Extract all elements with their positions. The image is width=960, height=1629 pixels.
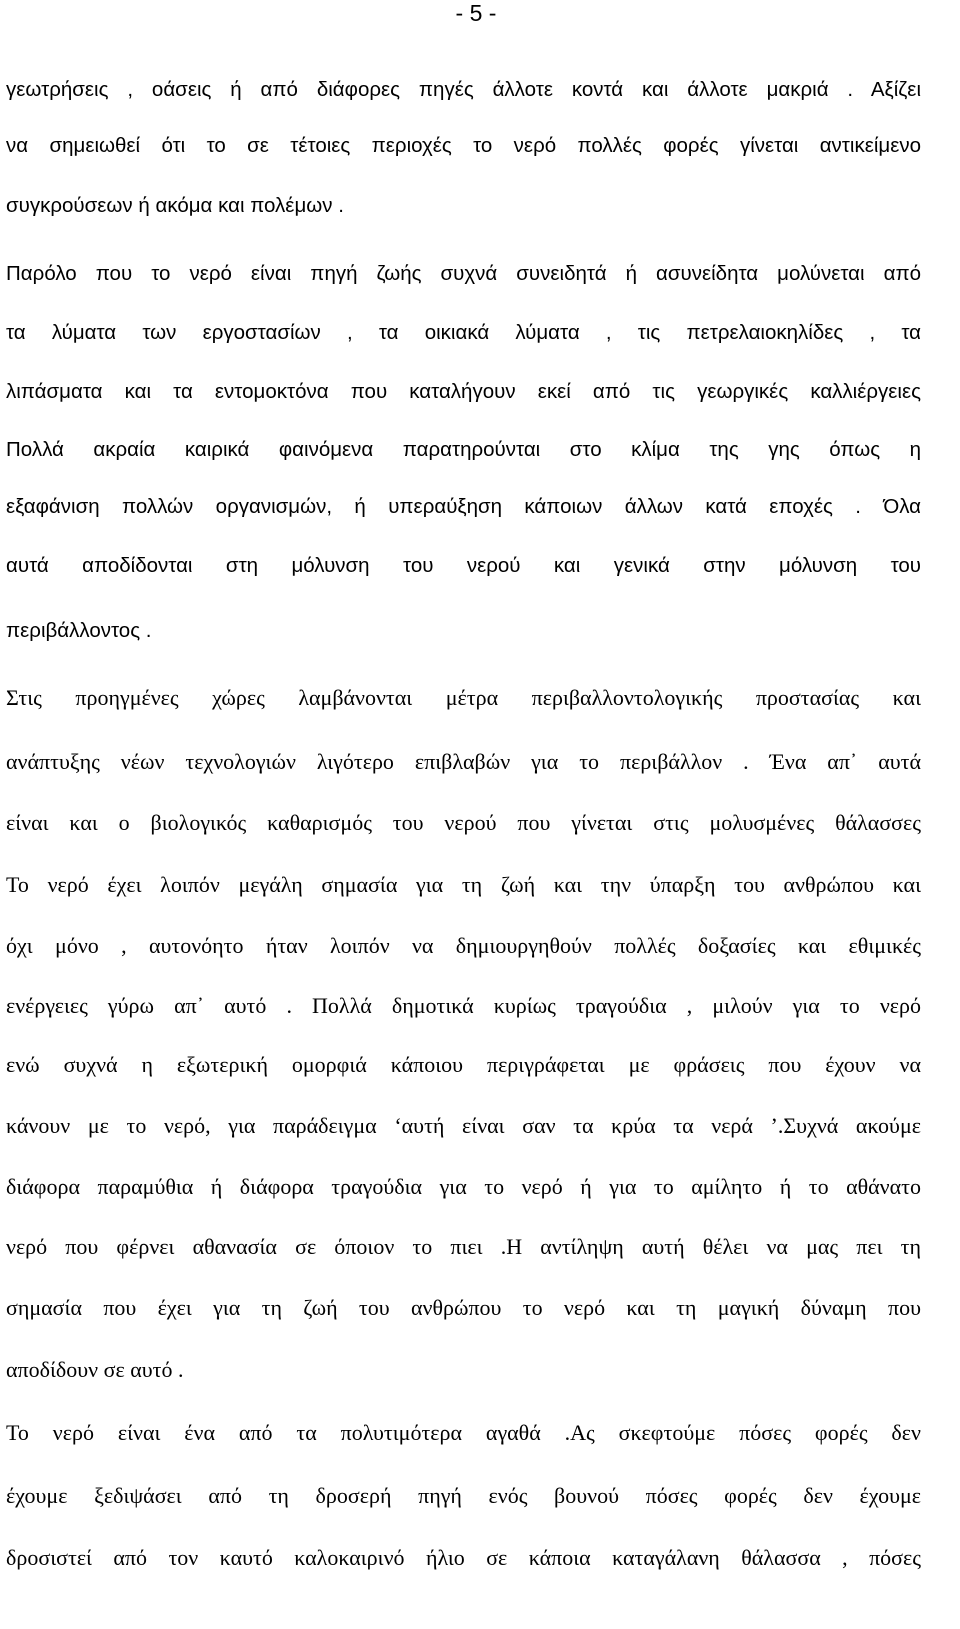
text-line: περιβάλλοντος . (6, 619, 152, 642)
text-line: Το νερό είναι ένα από τα πολυτιμότερα αγαθά .Ας σκεφτούμε πόσες φορές δεν (6, 1420, 921, 1445)
text-line: ανάπτυξης νέων τεχνολογιών λιγότερο επιβλαβών για το περιβάλλον . Ένα απ᾽ αυτά (6, 749, 921, 774)
page-number: - 5 - (455, 0, 497, 26)
text-line: νερό που φέρνει αθανασία σε όποιον το πιει .Η αντίληψη αυτή θέλει να μας πει τη (6, 1234, 921, 1259)
text-line: Πολλά ακραία καιρικά φαινόμενα παρατηρούνται στο κλίμα της γης όπως η (6, 438, 921, 461)
text-line: αυτά αποδίδονται στη μόλυνση του νερού και γενικά στην μόλυνση του (6, 554, 921, 577)
text-line: συγκρούσεων ή ακόμα και πολέμων . (6, 194, 344, 217)
text-line: Το νερό έχει λοιπόν μεγάλη σημασία για τη ζωή και την ύπαρξη του ανθρώπου και (6, 872, 921, 897)
text-line: γεωτρήσεις , οάσεις ή από διάφορες πηγές άλλοτε κοντά και άλλοτε μακριά . Αξίζει (6, 78, 921, 101)
text-line: αποδίδουν σε αυτό . (6, 1357, 184, 1382)
text-line: κάνουν με το νερό, για παράδειγμα ‘αυτή είναι σαν τα κρύα τα νερά ’.Συχνά ακούμε (6, 1113, 921, 1138)
text-line: ενώ συχνά η εξωτερική ομορφιά κάποιου περιγράφεται με φράσεις που έχουν να (6, 1052, 921, 1077)
text-line: διάφορα παραμύθια ή διάφορα τραγούδια για το νερό ή για το αμίλητο ή το αθάνατο (6, 1174, 921, 1199)
text-line: να σημειωθεί ότι το σε τέτοιες περιοχές το νερό πολλές φορές γίνεται αντικείμενο (6, 134, 921, 157)
text-line: έχουμε ξεδιψάσει από τη δροσερή πηγή ενός βουνού πόσες φορές δεν έχουμε (6, 1483, 921, 1508)
text-line: λιπάσματα και τα εντομοκτόνα που καταλήγουν εκεί από τις γεωργικές καλλιέργειες (6, 380, 921, 403)
text-line: τα λύματα των εργοστασίων , τα οικιακά λύματα , τις πετρελαιοκηλίδες , τα (6, 321, 921, 344)
text-line: Παρόλο που το νερό είναι πηγή ζωής συχνά συνειδητά ή ασυνείδητα μολύνεται από (6, 262, 921, 285)
text-line: είναι και ο βιολογικός καθαρισμός του νερού που γίνεται στις μολυσμένες θάλασσες (6, 810, 921, 835)
text-line: δροσιστεί από τον καυτό καλοκαιρινό ήλιο σε κάποια καταγάλανη θάλασσα , πόσες (6, 1545, 921, 1570)
text-line: ενέργειες γύρω απ᾽ αυτό . Πολλά δημοτικά κυρίως τραγούδια , μιλούν για το νερό (6, 993, 921, 1018)
text-line: εξαφάνιση πολλών οργανισμών, ή υπεραύξηση κάποιων άλλων κατά εποχές . Όλα (6, 495, 921, 518)
text-line: σημασία που έχει για τη ζωή του ανθρώπου το νερό και τη μαγική δύναμη που (6, 1295, 921, 1320)
text-line: όχι μόνο , αυτονόητο ήταν λοιπόν να δημιουργηθούν πολλές δοξασίες και εθιμικές (6, 933, 921, 958)
text-line: Στις προηγμένες χώρες λαμβάνονται μέτρα περιβαλλοντολογικής προστασίας και (6, 685, 921, 710)
